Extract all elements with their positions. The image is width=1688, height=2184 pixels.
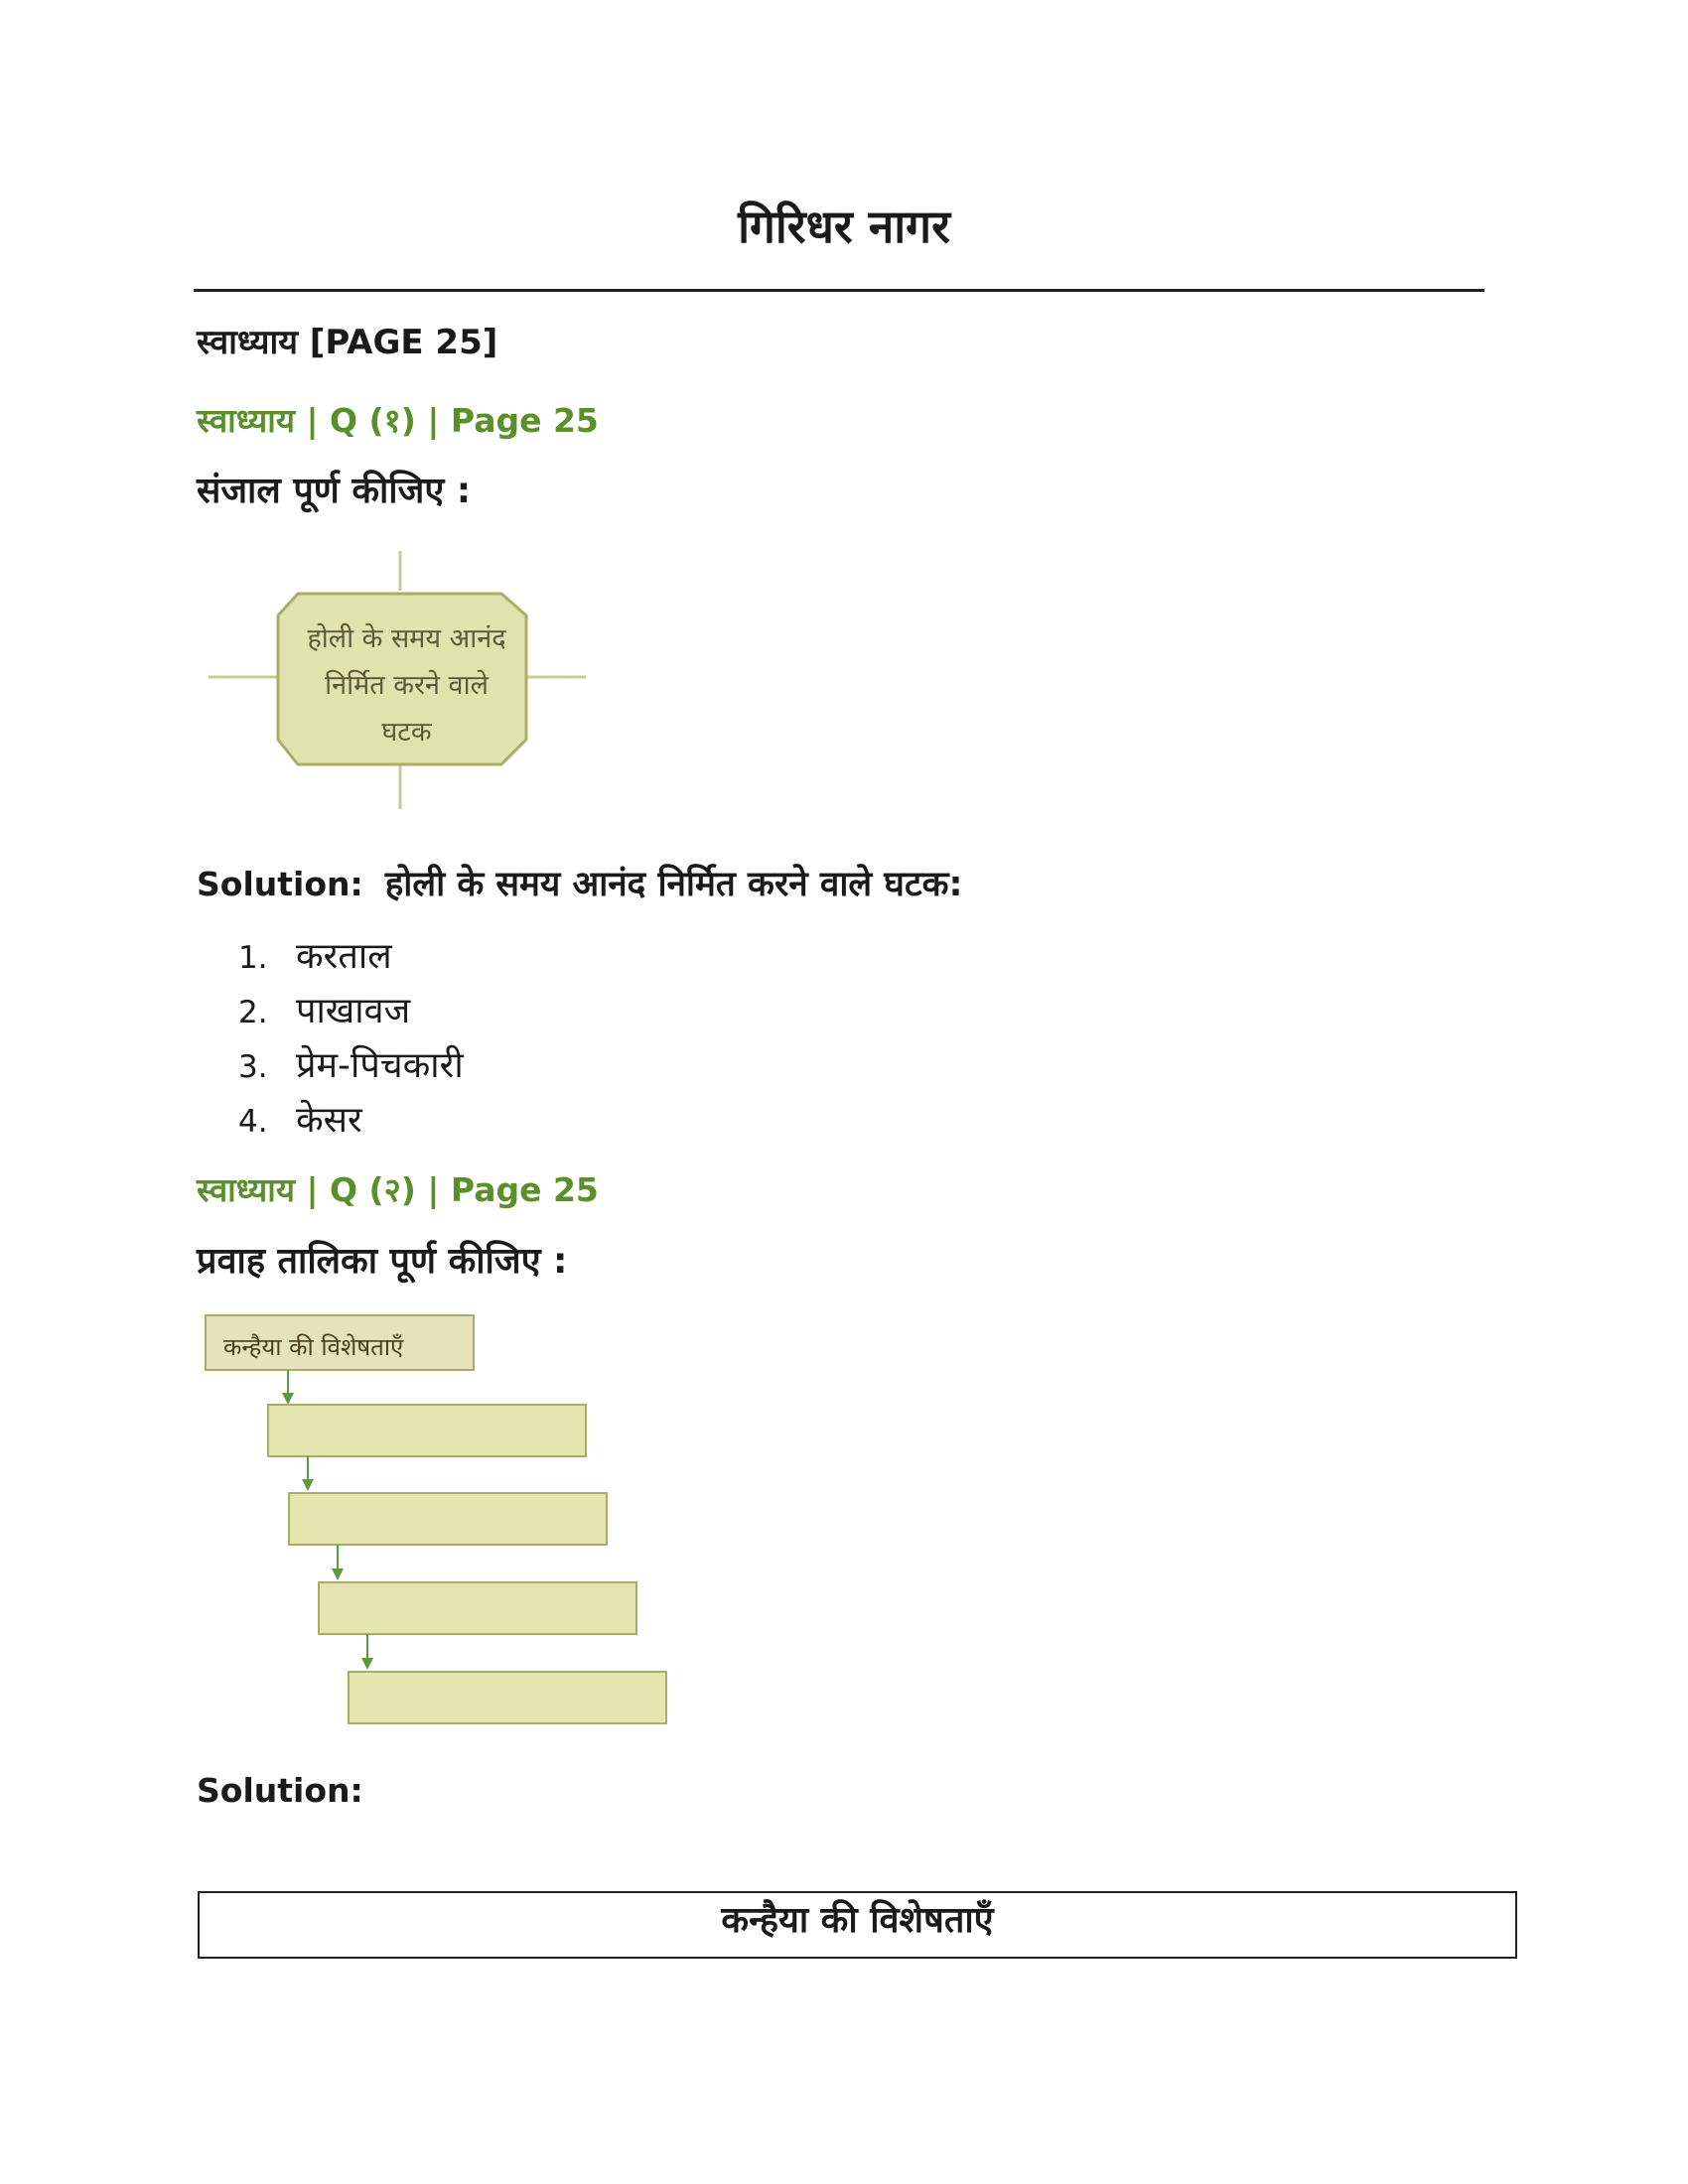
list-item: [238, 929, 464, 984]
section-title: स्वाध्याय [PAGE 25]: [197, 323, 498, 362]
question-2-prompt: प्रवाह तालिका पूर्ण कीजिए :: [197, 1241, 568, 1282]
page-title: गिरिधर नागर: [738, 200, 950, 253]
question-1-solution: [197, 860, 963, 906]
list-number: 2.: [238, 995, 268, 1030]
title-divider: [194, 289, 1484, 292]
list-item: [238, 1093, 464, 1148]
flow-arrowhead: [361, 1658, 373, 1670]
question-2-solution-label: Solution:: [197, 1771, 363, 1810]
flow-arrowhead: [302, 1479, 314, 1491]
solution-text: होली के समय आनंद निर्मित करने वाले घटक:: [384, 865, 963, 904]
list-text: करताल: [296, 936, 392, 977]
solution-label: Solution:: [197, 865, 363, 903]
question-1-prompt: संजाल पूर्ण कीजिए :: [197, 471, 472, 511]
flow-diagram: [204, 1310, 680, 1737]
list-text: पाखावज: [296, 991, 411, 1031]
list-number: 1.: [238, 940, 268, 976]
solution-table-header: कन्हैया की विशेषताएँ: [198, 1891, 1517, 1959]
flow-box: [268, 1405, 586, 1456]
list-item: [238, 984, 464, 1038]
list-number: 4.: [238, 1104, 268, 1140]
list-text: केसर: [296, 1100, 362, 1141]
flow-arrowhead: [332, 1569, 344, 1580]
list-text: प्रेम-पिचकारी: [296, 1045, 464, 1086]
list-number: 3.: [238, 1049, 268, 1085]
answer-list: [238, 929, 464, 1148]
flow-head-label: कन्हैया की विशेषताएँ: [223, 1333, 404, 1361]
flow-box: [319, 1582, 636, 1634]
flow-box: [289, 1493, 607, 1545]
flow-arrowhead: [282, 1393, 294, 1405]
question-1-header: स्वाध्याय | Q (१) | Page 25: [197, 401, 599, 440]
flow-box: [349, 1672, 666, 1723]
list-item: [238, 1038, 464, 1093]
web-center-label: होली के समय आनंद निर्मित करने वाले घटक: [307, 623, 506, 748]
question-2-header: स्वाध्याय | Q (२) | Page 25: [197, 1170, 599, 1209]
